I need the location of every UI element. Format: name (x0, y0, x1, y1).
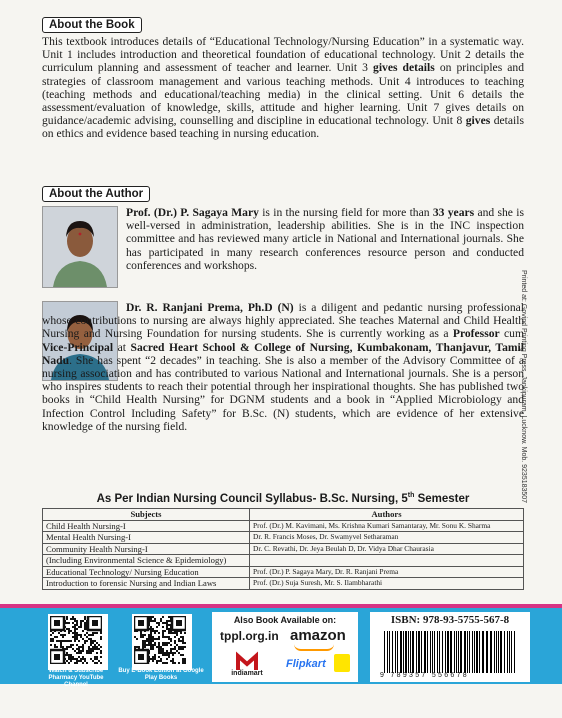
subject-cell: (Including Environmental Science & Epidemiology) (43, 555, 250, 567)
author1-bio: Prof. (Dr.) P. Sagaya Mary is in the nursing field for more than 33 years and she is well-versed in administration, leadership abilities. She is in the INC inspection committee and has reviewed many article in National and International journals. She has participated in many research conferences resource person and conducted conferences and workshops. (126, 206, 524, 272)
amazon-smile-icon (294, 644, 334, 651)
indiamart-icon (226, 650, 268, 672)
playbooks-qr-caption: Buy E-Book Edition at Google Play Books (118, 668, 204, 681)
authors-cell: Prof. (Dr.) Suja Suresh, Mr. S. Ilambharathi (250, 578, 524, 590)
authors-cell: Prof. (Dr.) P. Sagaya Mary, Dr. R. Ranjani Prema (250, 566, 524, 578)
authors-cell: Prof. (Dr.) M. Kavimani, Ms. Krishna Kumari Samantaray, Mr. Sonu K. Sharma (250, 520, 524, 532)
author1-photo (42, 206, 118, 288)
subject-cell: Introduction to forensic Nursing and Indian Laws (43, 578, 250, 590)
subject-cell: Mental Health Nursing-I (43, 532, 250, 544)
author2-bio: Dr. R. Ranjani Prema, Ph.D (N) is a diligent and pedantic nursing professional whose contributions to nursing are always highly appreciated. She teaches Maternal and Child Health Nursing and Nursing Foundation for nursing students. She is currently working as a Professor cum Vice-Principal at Sacred Heart School & College of Nursing, Kumbakonam, Thanjavur, Tamil Nadu. She has spent “2 decades” in teaching. She is also a member of the Advisory Committee of a nursing association and has contributed to various National and International journals. She is a person who inspires students to reach their potential through her inspirational thoughts. She has published two books in “Child Health Nursing” for DGNM students and a book in “Applied Microbiology and Infection Control Including Safety” for B.Sc. (N) students, which are evidence of her extensive knowledge of the nursing field. (42, 301, 524, 433)
printer-imprint: Printed at: Govind Printing Press, Jankipuram, Lucknow. Mob. 9235183507 (520, 270, 527, 504)
col-authors: Authors (250, 509, 524, 521)
isbn-number: ISBN: 978-93-5755-567-8 (390, 614, 510, 626)
syllabus-title: As Per Indian Nursing Council Syllabus- B.Sc. Nursing, 5th Semester (96, 492, 470, 505)
isbn-panel (370, 612, 530, 682)
table-header-row (43, 509, 524, 521)
col-subjects: Subjects (43, 509, 250, 521)
available-on-title: Also Book Available on: (233, 615, 337, 625)
amazon-logo[interactable]: amazon (290, 627, 346, 644)
table-row (43, 520, 524, 532)
authors-cell: Dr. C. Revathi, Dr. Jeya Beulah D, Dr. Vidya Dhar Chaurasia (250, 543, 524, 555)
table-row (43, 532, 524, 544)
subject-cell: Educational Technology/ Nursing Education (43, 566, 250, 578)
about-book-label: About the Book (42, 17, 142, 33)
table-row (43, 543, 524, 555)
available-on-panel (212, 612, 358, 682)
authors-cell: Dr. R. Francis Moses, Dr. Swamyvel Setharaman (250, 532, 524, 544)
tppl-link[interactable]: tppl.org.in (220, 629, 279, 643)
playbooks-qr-code[interactable] (132, 614, 192, 670)
about-author-label: About the Author (42, 186, 150, 202)
youtube-qr-code[interactable] (48, 614, 108, 670)
flipkart-bag-icon (334, 654, 350, 672)
indiamart-logo[interactable]: indiamart (226, 650, 268, 680)
isbn-barcode (380, 630, 520, 674)
youtube-qr-caption: Watch & Subscribe Pharmacy YouTube Channel (48, 668, 104, 688)
syllabus-table (42, 508, 524, 590)
table-row (43, 578, 524, 590)
authors-cell (250, 555, 524, 567)
flipkart-logo[interactable]: Flipkart (286, 658, 326, 670)
table-row (43, 566, 524, 578)
barcode-digits: 9 789357 556678 (380, 672, 469, 679)
table-row (43, 555, 524, 567)
about-book-text: This textbook introduces details of “Educational Technology/Nursing Education” in a systematic way. Unit 1 includes introduction and theoretical foundation of educational technology. Unit 2 details the curriculum planning and assessment of teacher and learner. Unit 3 gives details on principles and strategies of classroom management and various teaching methods. Unit 4 introduces to teaching (teaching methods and educational/teaching media) in the clinical setting. Unit 6 details the assessment/evaluation of knowledge, skills, attitude and higher learning. Unit 7 gives details on guidance/academic advising, counselling and discipline in educational technology. Unit 8 gives details on ethics and evidence based teaching in nursing education. (42, 35, 525, 141)
subject-cell: Community Health Nursing-I (43, 543, 250, 555)
subject-cell: Child Health Nursing-I (43, 520, 250, 532)
